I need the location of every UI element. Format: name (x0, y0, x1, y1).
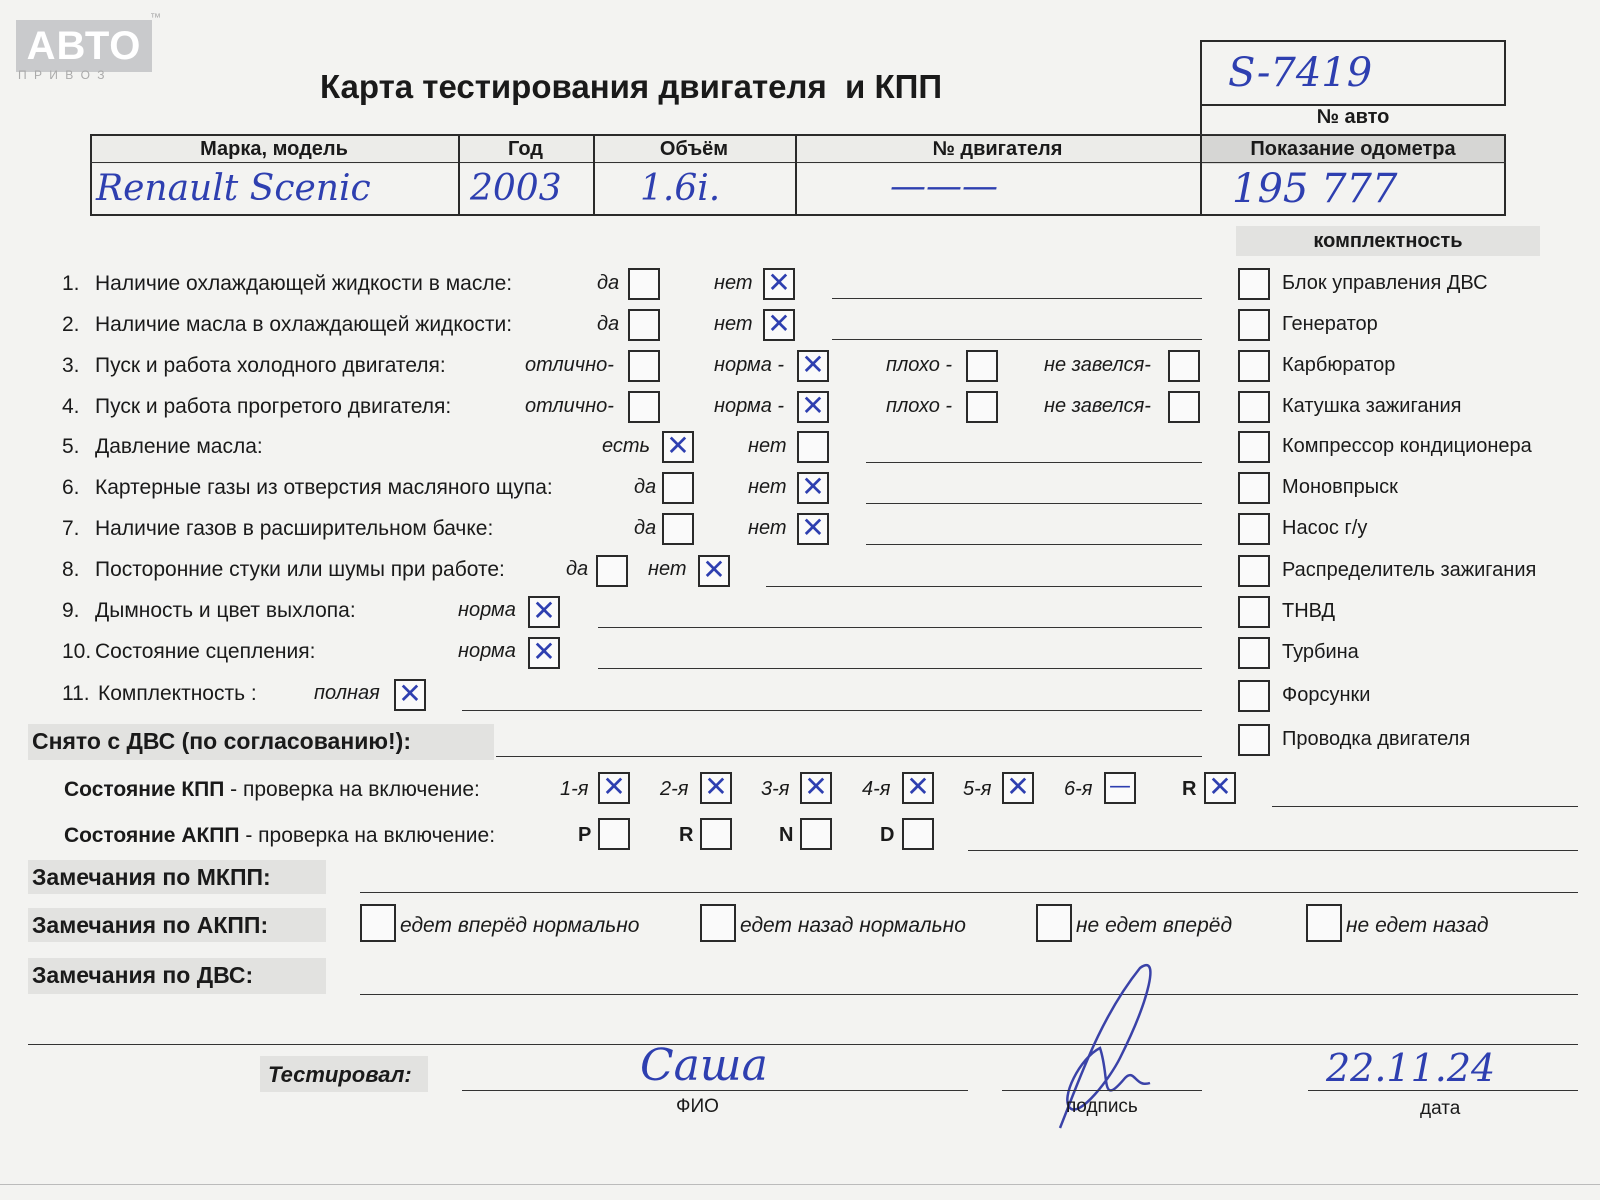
check-mark-icon: ✕ (702, 553, 726, 586)
gear-checkbox-checked[interactable] (902, 772, 934, 804)
auto-number-value: S-7419 (1228, 50, 1373, 96)
engine-number-value: ——— (890, 166, 998, 207)
auto-number-label: № авто (1316, 106, 1390, 128)
remarks-mkpp-label: Замечания по МКПП: (32, 864, 271, 890)
completeness-checkbox[interactable] (1238, 431, 1270, 463)
completeness-checkbox[interactable] (1238, 637, 1270, 669)
completeness-item: Карбюратор (1282, 354, 1396, 376)
checkbox[interactable] (966, 391, 998, 423)
date-label: дата (1420, 1098, 1461, 1119)
option-label: норма - (714, 354, 785, 376)
akpp-mode-checkbox[interactable] (598, 818, 630, 850)
checkbox-checked[interactable] (797, 472, 829, 504)
gear-checkbox-checked[interactable] (1204, 772, 1236, 804)
checkbox-checked[interactable] (394, 679, 426, 711)
check-mark-icon: ✕ (602, 770, 626, 803)
akpp-mode-checkbox[interactable] (800, 818, 832, 850)
option-label: полная (314, 682, 380, 704)
item-text: Комплектность : (98, 682, 257, 705)
logo-tm: ™ (150, 12, 161, 24)
option-label: да (566, 558, 589, 580)
make-model-header: Марка, модель (200, 138, 348, 160)
removed-label: Снято с ДВС (по согласованию!): (32, 728, 411, 754)
gear-label: 3-я (761, 778, 790, 800)
item-text: Дымность и цвет выхлопа: (95, 599, 356, 622)
checkbox-checked[interactable] (797, 513, 829, 545)
item-number: 6. (62, 476, 80, 499)
check-mark-icon: ✕ (801, 511, 825, 544)
item-text: Пуск и работа холодного двигателя: (95, 354, 446, 377)
item-text: Посторонние стуки или шумы при работе: (95, 558, 505, 581)
completeness-item: Насос г/у (1282, 517, 1368, 539)
check-mark-icon: ✕ (532, 594, 556, 627)
logo-text: АВТО (26, 24, 142, 68)
checkbox[interactable] (628, 391, 660, 423)
completeness-item: Компрессор кондиционера (1282, 435, 1532, 457)
date-value: 22.11.24 (1326, 1046, 1496, 1090)
akpp-remark-checkbox[interactable] (360, 904, 396, 942)
item-text: Состояние сцепления: (95, 640, 316, 663)
option-label: да (597, 272, 620, 294)
item-text: Наличие газов в расширительном бачке: (95, 517, 494, 540)
remarks-akpp-label: Замечания по АКПП: (32, 912, 269, 938)
completeness-checkbox[interactable] (1238, 268, 1270, 300)
checkbox[interactable] (596, 555, 628, 587)
option-label: не завелся- (1044, 354, 1151, 376)
odometer-value: 195 777 (1232, 166, 1398, 212)
completeness-item: Форсунки (1282, 684, 1371, 706)
checkbox[interactable] (966, 350, 998, 382)
checkbox-checked[interactable] (797, 391, 829, 423)
gear-label: 5-я (963, 778, 992, 800)
akpp-remark-label: едет вперёд нормально (400, 914, 640, 937)
completeness-checkbox[interactable] (1238, 596, 1270, 628)
option-label: норма (458, 640, 516, 662)
akpp-mode-label: P (578, 824, 592, 846)
akpp-remark-checkbox[interactable] (700, 904, 736, 942)
akpp-remark-label: не едет вперёд (1076, 914, 1233, 937)
logo-subtext: П Р И В О З (18, 68, 107, 82)
year-header: Год (508, 138, 543, 160)
option-label: нет (648, 558, 687, 580)
option-label: есть (602, 435, 651, 457)
option-label: нет (748, 517, 787, 539)
akpp-mode-label: D (880, 824, 895, 846)
checkbox[interactable] (628, 268, 660, 300)
completeness-checkbox[interactable] (1238, 724, 1270, 756)
option-label: отлично- (525, 354, 614, 376)
check-mark-icon: ✕ (801, 389, 825, 422)
kpp-label-bold: Состояние КПП (64, 778, 225, 801)
checkbox[interactable] (662, 472, 694, 504)
option-label: норма (458, 599, 516, 621)
checkbox-checked[interactable] (662, 431, 694, 463)
akpp-label-bold: Состояние АКПП (64, 824, 240, 847)
completeness-checkbox[interactable] (1238, 555, 1270, 587)
akpp-remark-checkbox[interactable] (1306, 904, 1342, 942)
akpp-mode-label: N (779, 824, 794, 846)
item-number: 5. (62, 435, 80, 458)
logo (16, 20, 152, 72)
completeness-checkbox[interactable] (1238, 680, 1270, 712)
signature-label: подпись (1066, 1096, 1138, 1117)
option-label: отлично- (525, 395, 614, 417)
akpp-remark-label: не едет назад (1346, 914, 1489, 937)
gear-checkbox-checked[interactable] (800, 772, 832, 804)
check-mark-icon: ✕ (704, 770, 728, 803)
fio-label: ФИО (676, 1096, 719, 1117)
checkbox-checked[interactable] (698, 555, 730, 587)
check-mark-icon: ✕ (532, 635, 556, 668)
make-model-value: Renault Scenic (96, 168, 371, 209)
completeness-checkbox[interactable] (1238, 472, 1270, 504)
item-number: 7. (62, 517, 80, 540)
akpp-mode-label: R (679, 824, 694, 846)
item-number: 3. (62, 354, 80, 377)
checkbox-checked[interactable] (763, 268, 795, 300)
check-mark-icon: ✕ (906, 770, 930, 803)
tested-label: Тестировал: (268, 1062, 412, 1087)
completeness-item: Генератор (1282, 313, 1378, 335)
checkbox-checked[interactable] (528, 637, 560, 669)
checkbox[interactable] (628, 309, 660, 341)
completeness-item: Проводка двигателя (1282, 728, 1471, 750)
check-mark-icon: ✕ (398, 677, 422, 710)
item-text: Наличие масла в охлаждающей жидкости: (95, 313, 513, 336)
option-label: плохо - (886, 354, 953, 376)
akpp-label (64, 824, 495, 848)
page-title: Карта тестирования двигателя и КПП (320, 68, 943, 105)
checkbox[interactable] (1168, 350, 1200, 382)
kpp-label-rest: - проверка на включение: (224, 778, 480, 801)
item-number: 8. (62, 558, 80, 581)
item-number: 9. (62, 599, 80, 622)
check-mark-icon: ✕ (1208, 770, 1232, 803)
option-label: плохо - (886, 395, 953, 417)
akpp-remark-label: едет назад нормально (740, 914, 966, 937)
volume-header: Объём (659, 138, 729, 160)
item-number: 4. (62, 395, 80, 418)
check-mark-icon: ✕ (1006, 770, 1030, 803)
item-text: Наличие охлаждающей жидкости в масле: (95, 272, 513, 295)
year-value: 2003 (470, 168, 562, 209)
option-label: нет (748, 476, 787, 498)
gear-checkbox-na[interactable] (1104, 772, 1136, 804)
tester-name-value: Саша (640, 1040, 768, 1091)
option-label: да (634, 517, 657, 539)
option-label: нет (714, 313, 753, 335)
option-label: нет (714, 272, 753, 294)
check-mark-icon: ✕ (801, 348, 825, 381)
akpp-mode-checkbox[interactable] (700, 818, 732, 850)
completeness-item: Турбина (1282, 641, 1359, 663)
gear-label: 6-я (1064, 778, 1093, 800)
check-mark-icon: ✕ (767, 266, 791, 299)
completeness-checkbox[interactable] (1238, 309, 1270, 341)
completeness-item: Моновпрыск (1282, 476, 1398, 498)
option-label: да (597, 313, 620, 335)
checkbox-checked[interactable] (528, 596, 560, 628)
check-mark-icon: ✕ (801, 470, 825, 503)
gear-label: R (1182, 778, 1197, 800)
gear-checkbox-checked[interactable] (1002, 772, 1034, 804)
item-number: 11. (62, 682, 90, 705)
completeness-checkbox[interactable] (1238, 391, 1270, 423)
gear-label: 2-я (660, 778, 689, 800)
option-label: нет (748, 435, 787, 457)
completeness-item: ТНВД (1282, 600, 1336, 622)
item-number: 2. (62, 313, 80, 336)
item-number: 10. (62, 640, 92, 663)
completeness-checkbox[interactable] (1238, 513, 1270, 545)
completeness-title: комплектность (1313, 230, 1463, 252)
volume-value: 1.6i. (640, 168, 721, 209)
completeness-item: Катушка зажигания (1282, 395, 1462, 417)
gear-label: 1-я (560, 778, 589, 800)
akpp-mode-checkbox[interactable] (902, 818, 934, 850)
completeness-item: Блок управления ДВС (1282, 272, 1488, 294)
dash-mark-icon: — (1109, 774, 1131, 799)
kpp-label (64, 778, 480, 802)
completeness-item: Распределитель зажигания (1282, 559, 1537, 581)
gear-label: 4-я (862, 778, 891, 800)
engine-number-header: № двигателя (932, 138, 1063, 160)
checkbox[interactable] (797, 431, 829, 463)
gear-checkbox-checked[interactable] (700, 772, 732, 804)
item-number: 1. (62, 272, 80, 295)
item-text: Картерные газы из отверстия масляного щупа: (95, 476, 553, 499)
option-label: не завелся- (1044, 395, 1151, 417)
item-text: Пуск и работа прогретого двигателя: (95, 395, 452, 418)
check-mark-icon: ✕ (804, 770, 828, 803)
akpp-label-rest: - проверка на включение: (239, 824, 496, 847)
option-label: да (634, 476, 657, 498)
gear-checkbox-checked[interactable] (598, 772, 630, 804)
odometer-header: Показание одометра (1250, 138, 1456, 160)
akpp-remark-checkbox[interactable] (1036, 904, 1072, 942)
option-label: норма - (714, 395, 785, 417)
remarks-dvs-label: Замечания по ДВС: (32, 962, 254, 988)
checkbox[interactable] (1168, 391, 1200, 423)
completeness-checkbox[interactable] (1238, 350, 1270, 382)
checkbox-checked[interactable] (797, 350, 829, 382)
checkbox[interactable] (662, 513, 694, 545)
checkbox[interactable] (628, 350, 660, 382)
check-mark-icon: ✕ (666, 429, 690, 462)
check-mark-icon: ✕ (767, 307, 791, 340)
checkbox-checked[interactable] (763, 309, 795, 341)
item-text: Давление масла: (95, 435, 263, 458)
